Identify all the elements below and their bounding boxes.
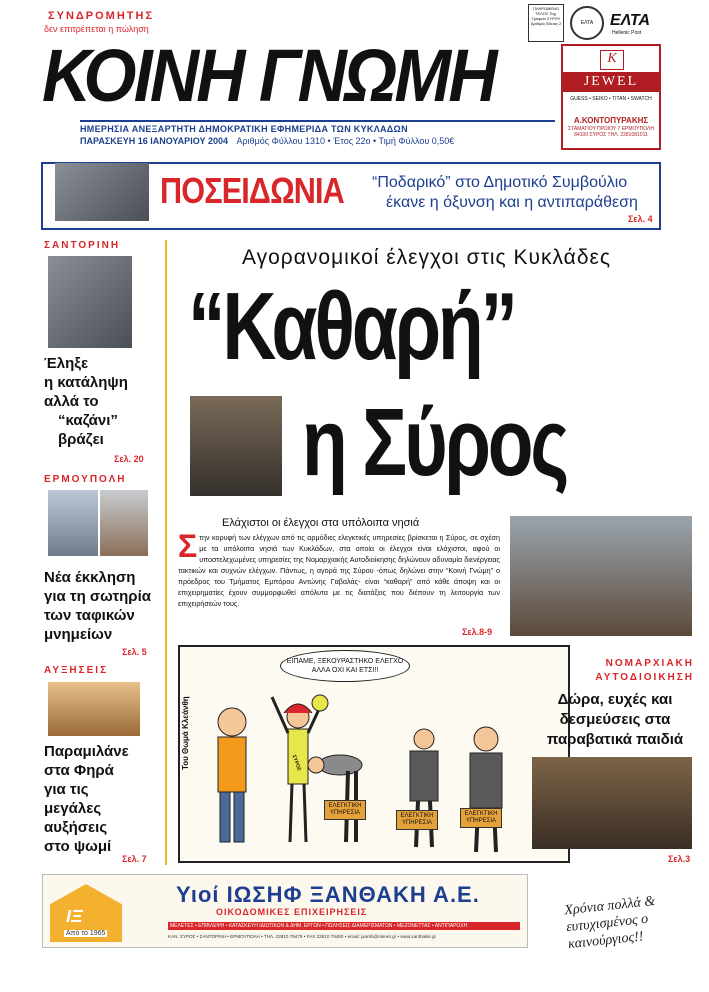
headline-line: Νέα έκκληση xyxy=(44,569,136,586)
headline-line: βράζει xyxy=(58,431,104,448)
banner-page-ref: Σελ. 4 xyxy=(628,214,653,224)
briefcase-sign-1: ΕΛΕΓΚΤΙΚΗ ΥΠΗΡΕΣΙΑ xyxy=(324,800,366,820)
ad-contact: ΚΑΝ. ΣΥΡΟΣ • ΣΑΝΤΟΡΙΝΗ • ΕΡΜΟΥΠΟΛΗ • ΤΗΛ. 22810 79479 • FAX 22810 79480 • email: jxanth@otenet.gr • www.xanthakis.gr xyxy=(168,934,437,939)
main-subhead: Ελάχιστοι οι έλεγχοι στα υπόλοιπα νησιά xyxy=(222,517,420,529)
column-divider xyxy=(165,240,167,865)
issue-number: Αριθμός Φύλλου 1310 • Έτος 22ο • Τιμή Φύλλου 0,50€ xyxy=(236,136,455,146)
afxiseis-headline[interactable] xyxy=(44,742,154,856)
protest-photo xyxy=(48,256,132,348)
section-line: ΝΟΜΑΡΧΙΑΚΗ xyxy=(605,658,694,669)
santorini-page-ref: Σελ. 20 xyxy=(114,454,144,464)
market-photo xyxy=(510,516,692,636)
banner-headline-line1: “Ποδαρικό” στο Δημοτικό Συμβούλιο xyxy=(372,174,628,191)
headline-line: δεσμεύσεις στα xyxy=(559,711,671,728)
headline-line: για τη σωτηρία xyxy=(44,588,151,605)
section-line: ΑΥΤΟΔΙΟΙΚΗΣΗ xyxy=(595,672,694,683)
elta-logo: ΕΛΤΑ xyxy=(610,12,651,29)
banner-headline-line2: έκανε η όξυνση και η αντιπαράθεση xyxy=(386,194,638,211)
speech-bubble: ΕΙΠΑΜΕ, ΞΕΚΟΥΡΑΣΤΗΚΟ ΕΛΕΓΧΟ ΑΛΛΑ ΟΧΙ ΚΑΙ ΕΤΣΙ!! xyxy=(280,650,410,682)
ad-company-name: Υιοί ΙΩΣΗΦ ΞΑΝΘΑΚΗ Α.Ε. xyxy=(176,882,480,907)
headline-line: παραβατικά παιδιά xyxy=(546,731,684,748)
headline-line: “καζάνι” xyxy=(58,412,118,429)
tagline: ΗΜΕΡΗΣΙΑ ΑΝΕΞΑΡΤΗΤΗ ΔΗΜΟΚΡΑΤΙΚΗ ΕΦΗΜΕΡΙΔΑ ΤΩΝ ΚΥΚΛΑΔΩΝ xyxy=(80,120,555,134)
headline-line: η κατάληψη xyxy=(44,374,128,391)
elta-subtitle: Hellenic Post xyxy=(612,30,642,36)
briefcase-sign-3: ΕΛΕΓΚΤΙΚΗ ΥΠΗΡΕΣΙΑ xyxy=(460,808,502,828)
jewel-owner: Α.ΚΟΝΤΟΠΥΡΑΚΗΣ xyxy=(573,116,649,125)
section-ermoupoli: ΕΡΜΟΥΠΟΛΗ xyxy=(44,474,127,485)
banner-kicker: ΠΟΣΕΙΔΩΝΙΑ xyxy=(160,170,344,211)
main-body-text: την κορυφή των ελέγχων από τις αρμόδιες ελεγκτικές υπηρεσίες βρίσκεται η Σύρος, σε σχέση με τα υπόλοιπα νησιά των Κυκλάδων, στα οποία οι έλεγχοι είναι ελάχιστοι, αφού οι υποστελεχωμένες υπηρεσίες της Νομαρχιακής Αυτοδιοίκησης δηλώνουν αδυναμία διενέργειας τακτικών και συχνών ελέγχων. Πάντως, η αγορά της Σύρου -όπως δηλώνει στην “Κοινή Γνώμη” ο πρόεδρος του Τμήματος Εμπόρου Αντώνης Γαβαλάς- είναι “καθαρή” από κάθε άποψη και οι επιχειρηματίες έχουν συμμορφωθεί απόλυτα με τις διατάξεις που διέπουν τη λειτουργία των επιχειρήσεών τους. xyxy=(178,533,500,608)
cartoon-artist-credit: Του Θωμά Κλεάνθη xyxy=(181,696,190,770)
postage-box: ΠΛΗΡΩΜΕΝΟ ΤΕΛΟΣ Ταχ. Γραφείο ΣΥΡΟΥ Αριθμός Άδειας 2 xyxy=(528,4,564,42)
headline-line: μεγάλες xyxy=(44,800,102,817)
ad-logo-text: ΙΞ xyxy=(66,906,83,926)
subscriber-note: δεν επιτρέπεται η πώληση xyxy=(44,24,149,34)
section-nomarxiaki xyxy=(594,657,694,685)
issue-date: ΠΑΡΑΣΚΕΥΗ 16 ΙΑΝΟΥΑΡΙΟΥ 2004 xyxy=(80,136,228,146)
postal-seal-icon: ΕΛΤΑ xyxy=(570,6,604,40)
main-body xyxy=(178,528,500,609)
main-title-line1[interactable]: “Καθαρή” xyxy=(188,273,515,380)
santorini-headline[interactable] xyxy=(44,354,154,449)
nomarxiaki-page-ref: Σελ.3 xyxy=(668,854,691,864)
headline-line: Έληξε xyxy=(44,355,89,372)
jewel-address: ΣΤΑΜΑΤΙΟΥ ΠΡΩΙΟΥ 7 ΕΡΜΟΥΠΟΛΗ 84100 ΣΥΡΟΣ ΤΗΛ. 2281081011 xyxy=(568,126,654,138)
drop-cap: Σ xyxy=(178,528,198,564)
main-title-line2[interactable]: η Σύρος xyxy=(302,389,567,496)
ermoupoli-page-ref: Σελ. 5 xyxy=(122,647,147,657)
headline-line: στα Φηρά xyxy=(44,762,114,779)
subscriber-label: ΣΥΝΔΡΟΜΗΤΗΣ xyxy=(48,10,155,22)
ad-since: Από το 1965 xyxy=(66,930,106,937)
headline-line: των ταφικών xyxy=(44,607,135,624)
headline-line: μνημείων xyxy=(44,626,113,643)
interviewee-photo xyxy=(190,396,282,496)
headline-line: Παραμιλάνε xyxy=(44,743,129,760)
nomarxiaki-headline[interactable] xyxy=(530,690,700,750)
headline-line: Δώρα, ευχές και xyxy=(557,691,673,708)
briefcase-sign-2: ΕΛΕΓΚΤΙΚΗ ΥΠΗΡΕΣΙΑ xyxy=(396,810,438,830)
bread-photo xyxy=(48,682,140,736)
headline-line: στο ψωμί xyxy=(44,838,112,855)
ad-services: ΜΕΛΕΤΕΣ • ΕΠΙΒΛΕΨΗ • ΚΑΤΑΣΚΕΥΗ ΙΔΙΩΤΙΚΩΝ & ΔΗΜ. ΕΡΓΩΝ • ΠΩΛΗΣΕΙΣ ΔΙΑΜΕΡΙΣΜΑΤΩΝ • ΜΕΖΟΝΕΤΤΑΣ • ΑΝΤΙΠΑΡΟΧΗ xyxy=(168,922,520,930)
section-santorini: ΣΑΝΤΟΡΙΝΗ xyxy=(44,240,121,251)
ermoupoli-headline[interactable] xyxy=(44,568,159,644)
headline-line: για τις xyxy=(44,781,89,798)
afxiseis-page-ref: Σελ. 7 xyxy=(122,854,147,864)
event-photo xyxy=(532,757,692,849)
headline-line: αλλά το xyxy=(44,393,99,410)
main-page-ref: Σελ.8-9 xyxy=(462,627,493,637)
council-meeting-photo xyxy=(55,163,149,221)
sash-label: ΣΥΡΟΣ xyxy=(290,754,302,772)
monument-photo xyxy=(100,490,148,556)
section-afxiseis: ΑΥΞΗΣΕΙΣ xyxy=(44,665,109,676)
main-kicker: Αγορανομικοί έλεγχοι στις Κυκλάδες xyxy=(242,246,611,269)
jewel-title: JEWEL xyxy=(563,72,659,92)
jewel-brands: GUESS • SEIKO • TITAN • SWATCH xyxy=(570,96,652,102)
issue-line xyxy=(80,136,560,146)
headline-line: αυξήσεις xyxy=(44,819,108,836)
statue-photo xyxy=(48,490,98,556)
ad-subtitle: ΟΙΚΟΔΟΜΙΚΕΣ ΕΠΙΧΕΙΡΗΣΕΙΣ xyxy=(216,907,368,917)
newspaper-title: ΚΟΙΝΗ ΓΝΩΜΗ xyxy=(42,34,495,117)
ad-greeting: Χρόνια πολλά & ευτυχισμένος ο καινούργιος!! xyxy=(563,893,656,953)
jewel-mark: K xyxy=(600,50,624,70)
